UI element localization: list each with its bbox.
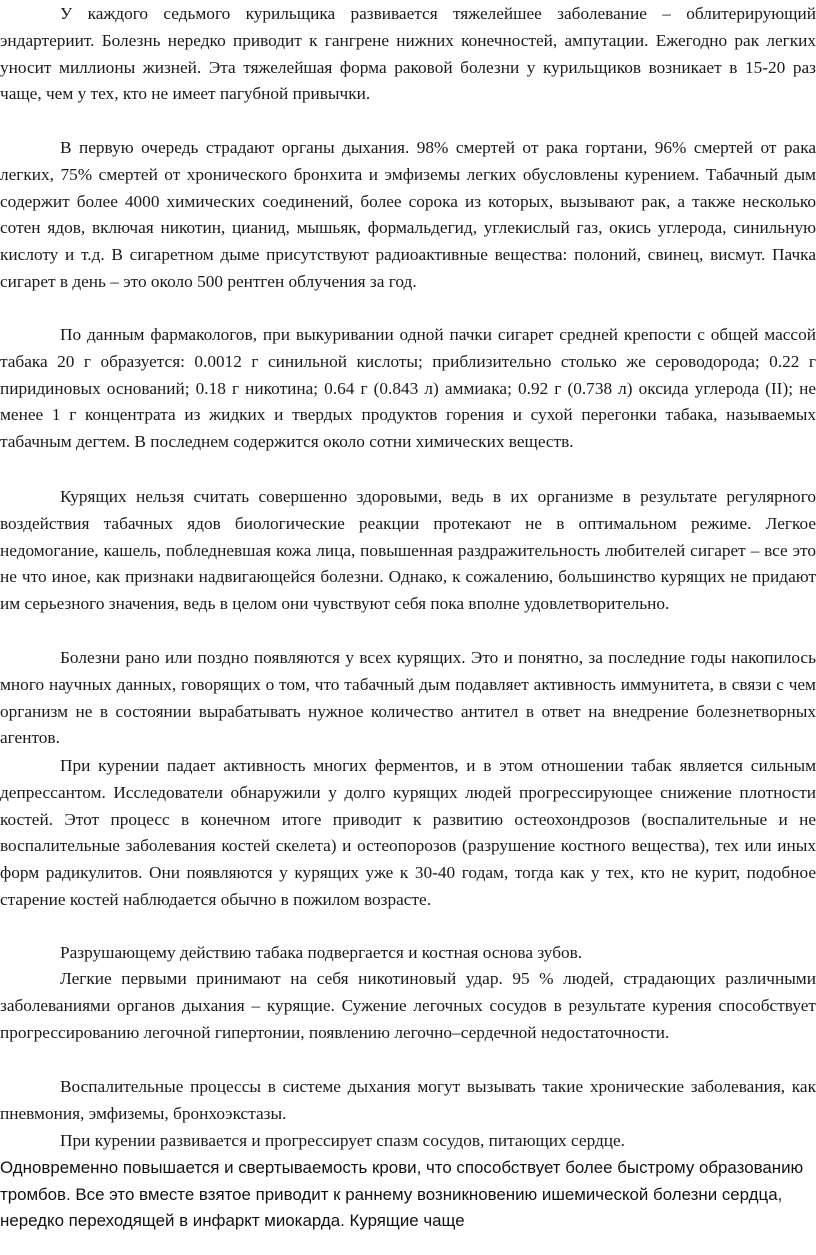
paragraph-teeth: Разрушающему действию табака подвергается и костная основа зубов. (60, 943, 583, 962)
paragraph-immunity: Болезни рано или поздно появляются у всех курящих. Это и понятно, за последние годы накопилось много научных данных, говорящих о том, что табачный дым подавляет активность иммунитета, в связи с чем организм не в состоянии вырабатывать нужное количество антител в ответ на внедрение болезнетворных агентов. (0, 648, 816, 748)
paragraph-blood-clotting: Одновременно повышается и свертываемость крови, что способствует более быстрому образованию тромбов. Все это вместе взятое приводит к раннему возникновению ишемической болезни сердца, нередко переходящей в инфаркт миокарда. Курящие чаще (0, 1158, 804, 1231)
paragraph-inflammation: Воспалительные процессы в системе дыхания могут вызывать такие хронические заболевания, как пневмония, эмфиземы, бронхоэкстазы. (0, 1077, 816, 1123)
paragraph-respiratory-organs: В первую очередь страдают органы дыхания. 98% смертей от рака гортани, 96% смертей от рака легких, 75% смертей от хронического бронхита и эмфиземы легких обусловлены курением. Табачный дым содержит более 4000 химических соединений, более сорока из которых, вызывают рак, а также несколько сотен ядов, включая никотин, цианид, мышьяк, формальдегид, углекислый газ, окись углерода, синильную кислоту и т.д. В сигаретном дыме присутствуют радиоактивные вещества: полоний, свинец, висмут. Пачка сигарет в день – это около 500 рентген облучения за год. (0, 138, 816, 291)
paragraph-smokers-health: Курящих нельзя считать совершенно здоровыми, ведь в их организме в результате регулярного воздействия табачных ядов биологические реакции протекают не в оптимальном режиме. Легкое недомогание, кашель, побледневшая кожа лица, повышенная раздражительность любителей сигарет – все это не что иное, как признаки надвигающейся болезни. Однако, к сожалению, большинство курящих не придают им серьезного значения, ведь в целом они чувствуют себя пока вполне удовлетворительно. (0, 487, 816, 614)
paragraph-endarteritis: У каждого седьмого курильщика развивается тяжелейшее заболевание – облитерирующий эндартериит. Болезнь нередко приводит к гангрене нижних конечностей, ампутации. Ежегодно рак легких уносит миллионы жизней. Эта тяжелейшая форма раковой болезни у курильщиков возникает в 15-20 раз чаще, чем у тех, кто не имеет пагубной привычки. (0, 4, 816, 104)
paragraph-enzymes-bones: При курении падает активность многих ферментов, и в этом отношении табак является сильным депрессантом. Исследователи обнаружили у долго курящих людей прогрессирующее снижение плотности костей. Этот процесс в конечном итоге приводит к развитию остеохондрозов (воспалительные и не воспалительные заболевания костей скелета) и остеопорозов (разрушение костного вещества), тех или иных форм радикулитов. Они появляются у курящих уже к 30-40 годам, тогда как у тех, кто не курит, подобное старение костей наблюдается обычно в пожилом возрасте. (0, 756, 816, 909)
paragraph-pharmacologists-data: По данным фармакологов, при выкуривании одной пачки сигарет средней крепости с общей массой табака 20 г образуется: 0.0012 г синильной кислоты; приблизительно столько же сероводорода; 0.22 г пиридиновых оснований; 0.18 г никотина; 0.64 г (0.843 л) аммиака; 0.92 г (0.738 л) оксида углерода (II); не менее 1 г концентрата из жидких и твердых продуктов горения и сухой перегонки табака, называемых табачным дегтем. В последнем содержится около сотни химических веществ. (0, 325, 816, 452)
paragraph-lungs: Легкие первыми принимают на себя никотиновый удар. 95 % людей, страдающих различными заболеваниями органов дыхания – курящие. Сужение легочных сосудов в результате курения способствует прогрессированию легочной гипертонии, появлению легочно–сердечной недостаточности. (0, 969, 816, 1042)
paragraph-vessel-spasm: При курении развивается и прогрессирует спазм сосудов, питающих сердце. (60, 1131, 626, 1150)
